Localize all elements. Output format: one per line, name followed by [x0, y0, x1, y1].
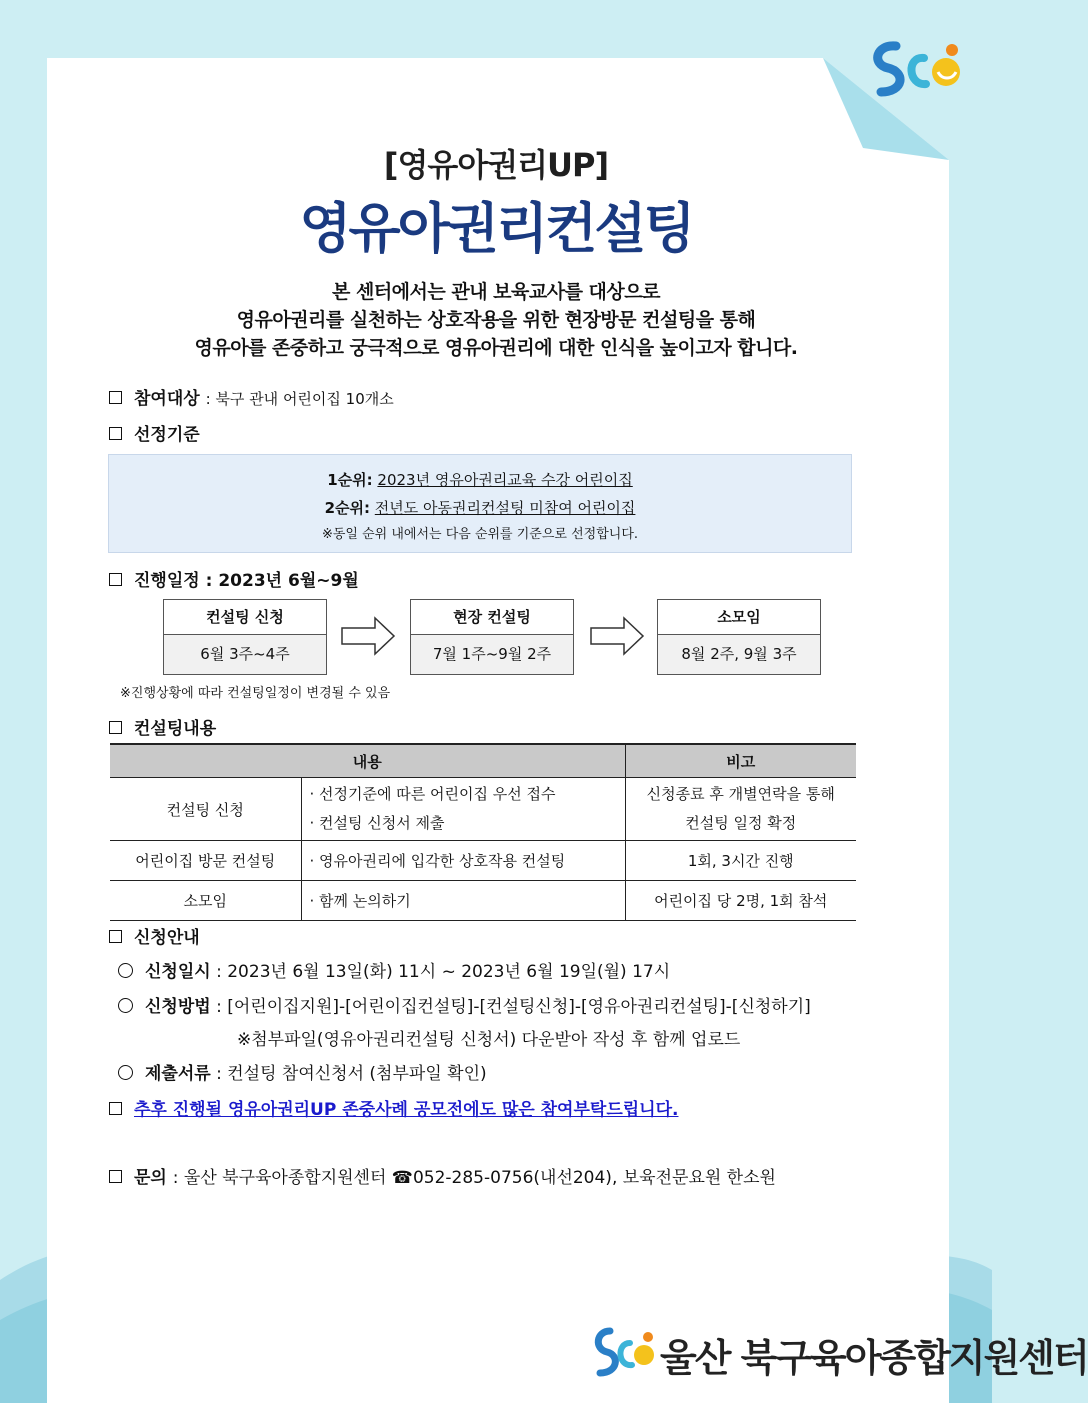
criteria-second-value: 전년도 아동권리컨설팅 미참여 어린이집 — [374, 499, 636, 517]
table-row — [110, 778, 856, 841]
circle-bullet-icon — [118, 998, 133, 1013]
checkbox-bullet-icon — [109, 391, 122, 404]
circle-bullet-icon — [118, 1065, 133, 1080]
row-items — [301, 778, 625, 841]
checkbox-bullet-icon — [109, 721, 122, 734]
contact-label: 문의 — [134, 1168, 167, 1188]
criteria-section — [109, 420, 200, 445]
participants-section — [109, 384, 394, 409]
content-section — [109, 714, 216, 739]
criteria-label: 선정기준 — [134, 425, 200, 445]
criteria-box — [108, 454, 852, 553]
schedule-step — [657, 599, 821, 675]
criteria-first-value: 2023년 영유아권리교육 수강 어린이집 — [377, 471, 633, 489]
checkbox-bullet-icon — [109, 573, 122, 586]
row-name: 어린이집 방문 컨설팅 — [110, 841, 301, 881]
method-note: ※첨부파일(영유아권리컨설팅 신청서) 다운받아 작성 후 함께 업로드 — [237, 1030, 741, 1050]
docs-label: 제출서류 — [145, 1064, 211, 1084]
arrow-right-icon — [341, 617, 395, 655]
participants-label: 참여대상 — [134, 389, 200, 409]
step-period: 6월 3주~4주 — [164, 635, 326, 674]
notice-link[interactable]: 추후 진행될 영유아권리UP 존중사례 공모전에도 많은 참여부탁드립니다. — [134, 1100, 679, 1120]
step-period: 7월 1주~9월 2주 — [411, 635, 573, 674]
schedule-label: 진행일정 — [134, 571, 200, 591]
docs-value: : 컨설팅 참여신청서 (첨부파일 확인) — [216, 1064, 487, 1084]
step-title: 컨설팅 신청 — [164, 600, 326, 635]
circle-bullet-icon — [118, 963, 133, 978]
content-table — [110, 743, 856, 921]
schedule-step — [410, 599, 574, 675]
criteria-second-label: 2순위: — [324, 499, 370, 517]
center-logo-icon — [866, 36, 976, 102]
table-header-content: 내용 — [110, 744, 625, 778]
schedule-step — [163, 599, 327, 675]
row-remark — [625, 778, 856, 841]
row-name: 소모임 — [110, 881, 301, 921]
schedule-note: ※진행상황에 따라 컨설팅일정이 변경될 수 있음 — [120, 686, 391, 701]
application-docs — [118, 1059, 487, 1084]
schedule-value: : 2023년 6월~9월 — [205, 571, 359, 591]
step-title: 현장 컨설팅 — [411, 600, 573, 635]
intro-line: 본 센터에서는 관내 보육교사를 대상으로 — [332, 281, 660, 303]
remark-line: 신청종료 후 개별연락을 통해 — [646, 785, 835, 803]
remark-line: 1회, 3시간 진행 — [625, 841, 856, 881]
criteria-note: ※동일 순위 내에서는 다음 순위를 기준으로 선정합니다. — [321, 527, 639, 542]
checkbox-bullet-icon — [109, 1102, 122, 1115]
content-label: 컨설팅내용 — [134, 719, 217, 739]
center-logo-icon — [592, 1325, 658, 1383]
page-title: 영유아권리컨설팅 — [299, 197, 693, 260]
method-value: : [어린이집지원]-[어린이집컨설팅]-[컨설팅신청]-[영유아권리컨설팅]-[신청하기] — [216, 997, 811, 1017]
checkbox-bullet-icon — [109, 930, 122, 943]
step-title: 소모임 — [658, 600, 820, 635]
step-period: 8월 2주, 9월 3주 — [658, 635, 820, 674]
checkbox-bullet-icon — [109, 427, 122, 440]
remark-line: 어린이집 당 2명, 1회 참석 — [625, 881, 856, 921]
contact-value: : 울산 북구육아종합지원센터 ☎052-285-0756(내선204), 보육전문요원 한소원 — [172, 1168, 776, 1188]
checkbox-bullet-icon — [109, 1170, 122, 1183]
notice-section — [109, 1095, 678, 1120]
schedule-section — [109, 566, 359, 591]
arrow-right-icon — [590, 617, 644, 655]
page-subtitle: [영유아권리UP] — [383, 146, 609, 184]
table-row — [110, 841, 856, 881]
period-label: 신청일시 — [145, 962, 211, 982]
row-item: · 선정기준에 따른 어린이집 우선 접수 — [309, 785, 556, 803]
intro-text — [0, 278, 992, 362]
remark-line: 컨설팅 일정 확정 — [685, 814, 797, 832]
table-header-remark: 비고 — [625, 744, 856, 778]
row-name: 컨설팅 신청 — [110, 778, 301, 841]
period-value: : 2023년 6월 13일(화) 11시 ~ 2023년 6월 19일(월) 17시 — [216, 962, 671, 982]
row-item: · 영유아권리에 입각한 상호작용 컨설팅 — [301, 841, 625, 881]
application-section — [109, 923, 200, 948]
footer-center-name: 울산 북구육아종합지원센터 — [660, 1336, 1088, 1380]
application-label: 신청안내 — [134, 928, 200, 948]
intro-line: 영유아권리를 실천하는 상호작용을 위한 현장방문 컨설팅을 통해 — [236, 309, 756, 331]
application-period — [118, 957, 670, 982]
table-row — [110, 881, 856, 921]
participants-value: : 북구 관내 어린이집 10개소 — [205, 390, 394, 408]
row-item: · 컨설팅 신청서 제출 — [309, 814, 445, 832]
row-item: · 함께 논의하기 — [301, 881, 625, 921]
intro-line: 영유아를 존중하고 궁극적으로 영유아권리에 대한 인식을 높이고자 합니다. — [194, 337, 798, 359]
method-label: 신청방법 — [145, 997, 211, 1017]
criteria-first-label: 1순위: — [327, 471, 373, 489]
application-method — [118, 992, 811, 1017]
contact-section — [109, 1163, 776, 1188]
